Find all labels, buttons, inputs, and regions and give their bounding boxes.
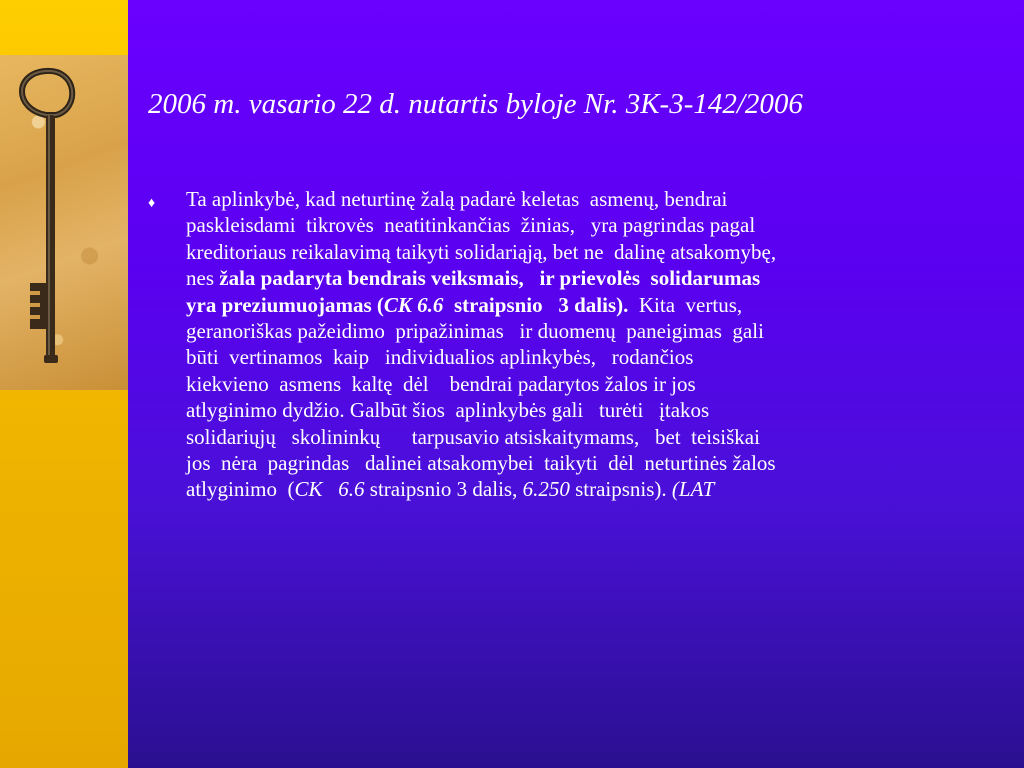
paragraph-line: solidariųjų skolininkų tarpusavio atsiskaitymams, bet teisiškai <box>186 424 760 449</box>
diamond-bullet-icon: ♦ <box>148 196 156 211</box>
paragraph-line: jos nėra pagrindas dalinei atsakomybei taikyti dėl neturtinės žalos <box>186 451 776 476</box>
bold-text-segment: straipsnio 3 dalis). <box>443 292 629 317</box>
old-key-image <box>0 55 128 390</box>
slide-title: 2006 m. vasario 22 d. nutartis byloje Nr. 3K-3-142/2006 <box>148 88 803 120</box>
italic-citation: (LAT <box>671 477 715 502</box>
text-segment: nes <box>186 266 220 291</box>
paragraph-line <box>186 476 1006 502</box>
italic-citation: CK 6.6 <box>294 477 365 502</box>
paragraph-line: paskleisdami tikrovės neatitinkančias žinias, yra pagrindas pagal <box>186 213 756 238</box>
paragraph-line: kiekvieno asmens kaltę dėl bendrai padarytos žalos ir jos <box>186 371 696 396</box>
text-segment: atlyginimo ( <box>186 477 295 502</box>
italic-citation: 6.250 <box>522 477 570 502</box>
paragraph-line: atlyginimo dydžio. Galbūt šios aplinkybės gali turėti įtakos <box>186 398 710 423</box>
paragraph-line: geranoriškas pažeidimo pripažinimas ir duomenų paneigimas gali <box>186 319 764 344</box>
bold-italic-citation: CK 6.6 <box>383 292 444 317</box>
bold-text-segment: žala padaryta bendrais veiksmais, ir prievolės solidarumas <box>219 266 761 291</box>
text-segment: straipsnis). <box>569 477 672 502</box>
bold-text-segment: yra preziumuojamas ( <box>186 292 384 317</box>
paragraph-line: Ta aplinkybė, kad neturtinę žalą padarė keletas asmenų, bendrai <box>186 187 728 211</box>
paragraph-line: kreditoriaus reikalavimą taikyti solidariąją, bet ne dalinę atsakomybę, <box>186 239 777 264</box>
bullet-paragraph <box>186 186 1006 503</box>
paragraph-line <box>186 292 1006 318</box>
old-key-icon <box>0 55 128 390</box>
paragraph-line <box>186 265 1006 291</box>
text-segment: Kita vertus, <box>628 292 743 317</box>
paragraph-line: būti vertinamos kaip individualios aplinkybės, rodančios <box>186 345 694 370</box>
text-segment: straipsnio 3 dalis, <box>364 477 523 502</box>
